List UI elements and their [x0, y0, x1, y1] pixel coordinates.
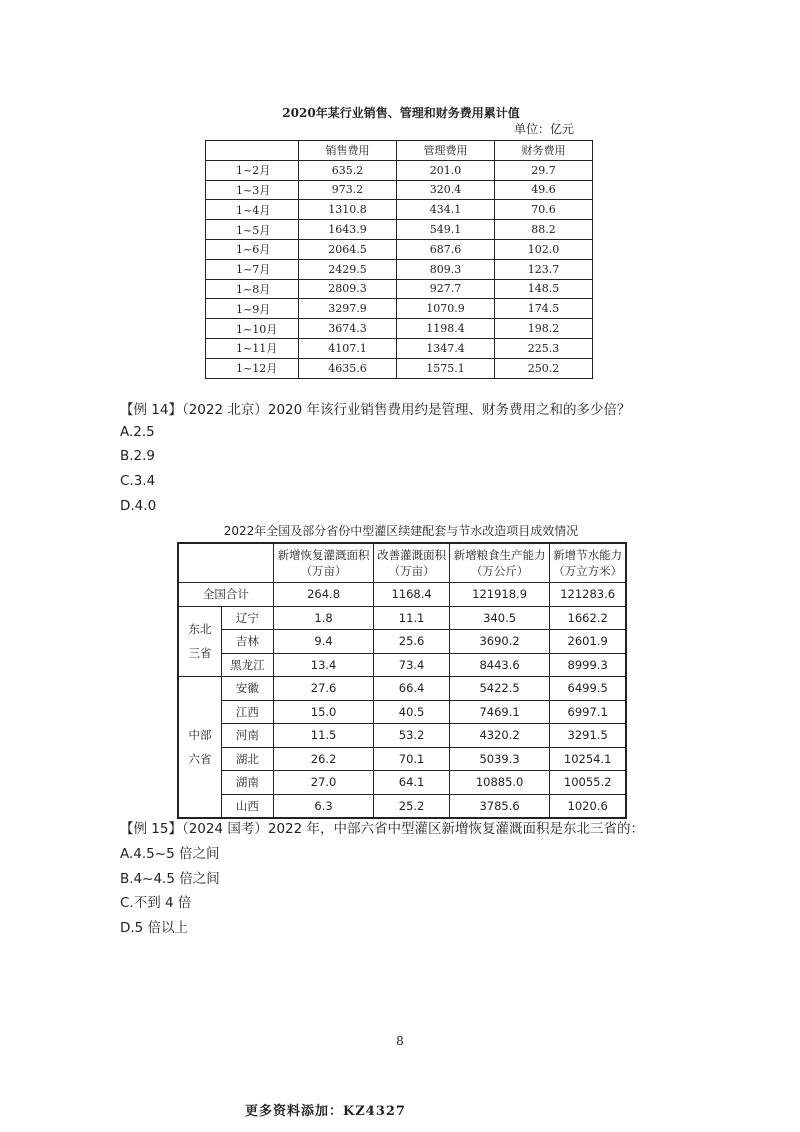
table2-value-cell: 64.1 [374, 771, 450, 795]
table2-value-cell: 10055.2 [550, 771, 626, 795]
table2-header-unit: （万亩） [300, 564, 347, 578]
table2-value-cell: 1.8 [273, 606, 373, 630]
table2-value-cell: 121918.9 [449, 583, 549, 607]
table2-value-cell: 10254.1 [550, 747, 626, 771]
table1-unit: 单位：亿元 [514, 122, 575, 136]
question-14-option-a: A.2.5 [120, 424, 155, 440]
table1-value-cell: 434.1 [397, 200, 495, 220]
table2-group-label: 东北三省 [178, 606, 222, 677]
table2-value-cell: 5422.5 [449, 677, 549, 701]
table2-value-cell: 5039.3 [449, 747, 549, 771]
question-14-option-c: C.3.4 [120, 473, 156, 489]
table1-row [206, 358, 593, 378]
table2-value-cell: 3690.2 [449, 630, 549, 654]
table1-period-cell: 1~8月 [206, 279, 299, 299]
table1-header-cell [206, 141, 299, 161]
table1-period-cell: 1~3月 [206, 180, 299, 200]
table2-province-cell: 辽宁 [222, 606, 274, 630]
table2-header-unit: （万亩） [388, 564, 435, 578]
table2-header-cell [374, 543, 450, 583]
footer-note: 更多资料添加：KZ4327 [245, 1104, 406, 1119]
table2-row [178, 724, 626, 748]
table1-period-cell: 1~12月 [206, 358, 299, 378]
table2-row [178, 653, 626, 677]
table2-value-cell: 4320.2 [449, 724, 549, 748]
table2-value-cell: 11.1 [374, 606, 450, 630]
table1 [205, 140, 593, 379]
table2-value-cell: 3291.5 [550, 724, 626, 748]
table1-row [206, 239, 593, 259]
table2-value-cell: 26.2 [273, 747, 373, 771]
table1-value-cell: 29.7 [495, 160, 593, 180]
table1-period-cell: 1~9月 [206, 299, 299, 319]
table1-row [206, 180, 593, 200]
table1-row [206, 220, 593, 240]
table1-value-cell: 2429.5 [299, 259, 397, 279]
table1-row [206, 319, 593, 339]
table2-row [178, 677, 626, 701]
table1-value-cell: 1310.8 [299, 200, 397, 220]
table1-value-cell: 1575.1 [397, 358, 495, 378]
table2-header-cell [273, 543, 373, 583]
table1-value-cell: 174.5 [495, 299, 593, 319]
table2-header-label: 改善灌溉面积 [377, 548, 447, 562]
table1-value-cell: 198.2 [495, 319, 593, 339]
table2-province-cell: 吉林 [222, 630, 274, 654]
table2-province-cell: 黑龙江 [222, 653, 274, 677]
table2-value-cell: 6499.5 [550, 677, 626, 701]
table2-header-row [178, 543, 626, 583]
table2-value-cell: 13.4 [273, 653, 373, 677]
table1-value-cell: 102.0 [495, 239, 593, 259]
table2-value-cell: 73.4 [374, 653, 450, 677]
question-15-stem: 【例 15】（2024 国考）2022 年，中部六省中型灌区新增恢复灌溉面积是东北三省的： [120, 821, 645, 837]
table2-value-cell: 2601.9 [550, 630, 626, 654]
table1-value-cell: 1198.4 [397, 319, 495, 339]
table1-value-cell: 320.4 [397, 180, 495, 200]
question-14-option-b: B.2.9 [120, 448, 156, 464]
table2-value-cell: 6997.1 [550, 700, 626, 724]
table1-row [206, 279, 593, 299]
table1-value-cell: 250.2 [495, 358, 593, 378]
table2-value-cell: 7469.1 [449, 700, 549, 724]
table1-value-cell: 201.0 [397, 160, 495, 180]
table2-total-row [178, 583, 626, 607]
table1-value-cell: 1643.9 [299, 220, 397, 240]
table2-row [178, 747, 626, 771]
table2-value-cell: 25.2 [374, 794, 450, 818]
table2-value-cell: 53.2 [374, 724, 450, 748]
table2-row [178, 771, 626, 795]
table2-value-cell: 340.5 [449, 606, 549, 630]
table2-header-unit: （万公斤） [470, 564, 529, 578]
table2-province-cell: 湖南 [222, 771, 274, 795]
table1-period-cell: 1~4月 [206, 200, 299, 220]
table1-period-cell: 1~10月 [206, 319, 299, 339]
table1-period-cell: 1~6月 [206, 239, 299, 259]
table1-row [206, 299, 593, 319]
table1-value-cell: 88.2 [495, 220, 593, 240]
table2-header-cell [550, 543, 626, 583]
table2-value-cell: 3785.6 [449, 794, 549, 818]
table1-value-cell: 70.6 [495, 200, 593, 220]
question-15-option-a: A.4.5~5 倍之间 [120, 846, 220, 862]
table2-province-cell: 安徽 [222, 677, 274, 701]
table1-period-cell: 1~5月 [206, 220, 299, 240]
table2-row [178, 794, 626, 818]
page-number: 8 [396, 1034, 404, 1048]
table1-value-cell: 2064.5 [299, 239, 397, 259]
table2-total-label: 全国合计 [178, 583, 273, 607]
table2-province-cell: 河南 [222, 724, 274, 748]
table2-value-cell: 40.5 [374, 700, 450, 724]
question-14-stem: 【例 14】（2022 北京）2020 年该行业销售费用约是管理、财务费用之和的多少倍？ [120, 402, 631, 418]
table2-value-cell: 9.4 [273, 630, 373, 654]
table2-value-cell: 15.0 [273, 700, 373, 724]
table2-value-cell: 1168.4 [374, 583, 450, 607]
table2-value-cell: 8999.3 [550, 653, 626, 677]
table1-value-cell: 123.7 [495, 259, 593, 279]
table2-group-label: 中部六省 [178, 677, 222, 819]
table1-value-cell: 148.5 [495, 279, 593, 299]
table1-value-cell: 809.3 [397, 259, 495, 279]
table2-province-cell: 江西 [222, 700, 274, 724]
table2-value-cell: 8443.6 [449, 653, 549, 677]
table1-value-cell: 3297.9 [299, 299, 397, 319]
table2-header-unit: （万立方米） [553, 564, 623, 578]
table2-value-cell: 1662.2 [550, 606, 626, 630]
table2-header-cell [449, 543, 549, 583]
table1-header-cell: 财务费用 [495, 141, 593, 161]
table1-value-cell: 687.6 [397, 239, 495, 259]
table1-title: 2020年某行业销售、管理和财务费用累计值 [282, 106, 520, 120]
table1-row [206, 259, 593, 279]
table1-value-cell: 2809.3 [299, 279, 397, 299]
table1-value-cell: 635.2 [299, 160, 397, 180]
table2-value-cell: 25.6 [374, 630, 450, 654]
table2-value-cell: 27.0 [273, 771, 373, 795]
table2-province-cell: 山西 [222, 794, 274, 818]
table1-value-cell: 549.1 [397, 220, 495, 240]
table1-period-cell: 1~2月 [206, 160, 299, 180]
table2-value-cell: 1020.6 [550, 794, 626, 818]
table2-header-label: 新增节水能力 [553, 548, 623, 562]
table1-value-cell: 4107.1 [299, 338, 397, 358]
table1-value-cell: 4635.6 [299, 358, 397, 378]
question-15-option-b: B.4~4.5 倍之间 [120, 871, 220, 887]
table2-value-cell: 10885.0 [449, 771, 549, 795]
table2-title: 2022年全国及部分省份中型灌区续建配套与节水改造项目成效情况 [223, 524, 579, 538]
question-15-option-c: C.不到 4 倍 [120, 895, 192, 911]
table2-value-cell: 70.1 [374, 747, 450, 771]
table2-header-label: 新增恢复灌溉面积 [277, 548, 370, 562]
table2-value-cell: 121283.6 [550, 583, 626, 607]
table1-period-cell: 1~7月 [206, 259, 299, 279]
table2 [177, 542, 627, 819]
table2-value-cell: 27.6 [273, 677, 373, 701]
question-14-option-d: D.4.0 [120, 498, 157, 514]
table1-row [206, 200, 593, 220]
table1-value-cell: 49.6 [495, 180, 593, 200]
table2-value-cell: 6.3 [273, 794, 373, 818]
table1-row [206, 338, 593, 358]
question-15-option-d: D.5 倍以上 [120, 920, 189, 936]
table1-header-cell: 管理费用 [397, 141, 495, 161]
table2-corner-cell [178, 543, 273, 583]
table2-row [178, 606, 626, 630]
table2-value-cell: 11.5 [273, 724, 373, 748]
table1-value-cell: 973.2 [299, 180, 397, 200]
table1-value-cell: 927.7 [397, 279, 495, 299]
table2-row [178, 630, 626, 654]
table1-value-cell: 1070.9 [397, 299, 495, 319]
table1-value-cell: 1347.4 [397, 338, 495, 358]
table1-value-cell: 225.3 [495, 338, 593, 358]
table2-value-cell: 264.8 [273, 583, 373, 607]
table2-province-cell: 湖北 [222, 747, 274, 771]
table1-value-cell: 3674.3 [299, 319, 397, 339]
table2-row [178, 700, 626, 724]
table1-row [206, 160, 593, 180]
table2-value-cell: 66.4 [374, 677, 450, 701]
table1-header-cell: 销售费用 [299, 141, 397, 161]
table2-header-label: 新增粮食生产能力 [453, 548, 546, 562]
table1-period-cell: 1~11月 [206, 338, 299, 358]
